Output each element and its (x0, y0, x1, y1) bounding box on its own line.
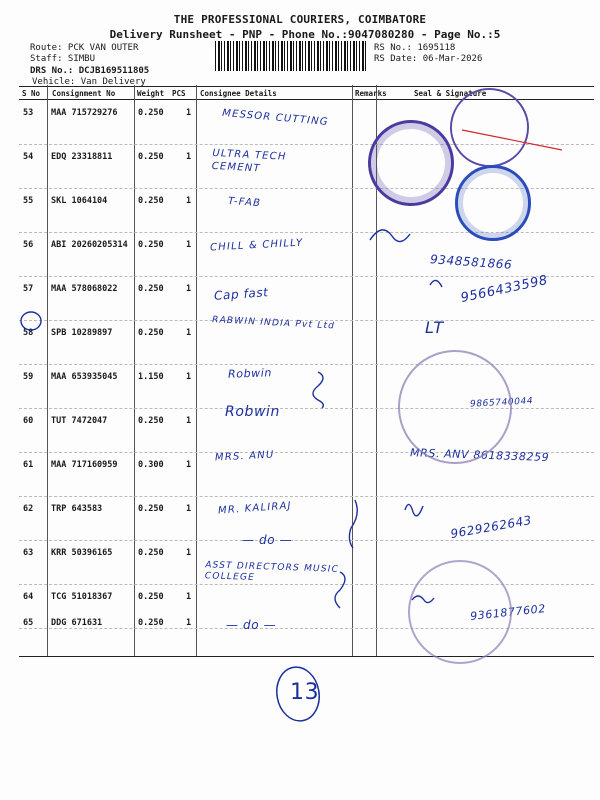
vehicle-label: Vehicle: Van Delivery (32, 77, 146, 87)
row-pcs: 1 (186, 328, 192, 338)
column-header-pcs: PCS (172, 89, 186, 98)
signature-phone: MRS. ANV 8618338259 (409, 446, 550, 465)
row-pcs: 1 (186, 618, 192, 628)
row-consignment: MAA 653935045 (51, 372, 118, 382)
row-weight: 0.250 (138, 548, 164, 558)
handwriting-consignee: MRS. ANU (214, 449, 275, 464)
handwriting-consignee: — do — (242, 533, 293, 547)
column-header-remarks: Remarks (355, 89, 387, 98)
row-weight: 0.250 (138, 592, 164, 602)
row-pcs: 1 (186, 460, 192, 470)
row-sno: 54 (23, 152, 34, 162)
column-header-consignee: Consignee Details (200, 89, 277, 98)
handwriting-consignee: ASST DIRECTORS MUSIC COLLEGE (204, 560, 340, 583)
row-sno: 60 (23, 416, 34, 426)
signature-phone: 9348581866 (429, 252, 513, 272)
row-sno: 63 (23, 548, 34, 558)
row-pcs: 1 (186, 240, 192, 250)
row-sno: 58 (23, 328, 34, 338)
row-weight: 1.150 (138, 372, 164, 382)
route-label: Route: PCK VAN OUTER (30, 43, 139, 53)
document-subtitle: Delivery Runsheet - PNP - Phone No.:9047080280 - Page No.:5 (109, 28, 501, 41)
rs-number: RS No.: 1695118 (374, 43, 456, 53)
handwriting-consignee: T-FAB (227, 195, 262, 210)
handwriting-consignee: Robwin (225, 404, 280, 420)
handwriting-consignee: CHILL & CHILLY (209, 237, 304, 254)
row-sno: 61 (23, 460, 34, 470)
signature-mark: LT (425, 318, 444, 337)
row-weight: 0.250 (138, 416, 164, 426)
drs-number: DRS No.: DCJB169511805 (30, 66, 150, 76)
signature-phone: 9865740044 (469, 396, 534, 410)
row-sno: 53 (23, 108, 34, 118)
row-weight: 0.250 (138, 240, 164, 250)
row-consignment: MAA 717160959 (51, 460, 118, 470)
row-consignment: TRP 643583 (51, 504, 103, 514)
signature-scribble (370, 230, 410, 242)
bracket-mark (349, 500, 357, 548)
row-sno: 57 (23, 284, 34, 294)
row-pcs: 1 (186, 108, 192, 118)
column-header-sno: S No (22, 89, 41, 98)
circled-total-number: 13 (290, 680, 320, 705)
row-pcs: 1 (186, 504, 192, 514)
signature-scribble (405, 504, 423, 515)
rs-date: RS Date: 06-Mar-2026 (374, 54, 483, 64)
column-header-consignment: Consignment No (52, 89, 116, 98)
row-sno: 62 (23, 504, 34, 514)
row-pcs: 1 (186, 548, 192, 558)
signature-phone: 9566433598 (459, 272, 550, 307)
row-pcs: 1 (186, 196, 192, 206)
column-header-seal-signature: Seal & Signature (414, 89, 487, 98)
document-title: THE PROFESSIONAL COURIERS, COIMBATORE (173, 13, 427, 26)
row-weight: 0.250 (138, 504, 164, 514)
row-consignment: EDQ 23318811 (51, 152, 113, 162)
row-sno: 65 (23, 618, 34, 628)
row-consignment: DDG 671631 (51, 618, 103, 628)
bracket-mark (313, 372, 323, 408)
row-consignment: SKL 1064104 (51, 196, 108, 206)
row-sno: 59 (23, 372, 34, 382)
signature-scribble (412, 596, 434, 603)
staff-label: Staff: SIMBU (30, 54, 96, 64)
row-pcs: 1 (186, 284, 192, 294)
handwriting-consignee: MESSOR CUTTING (221, 107, 330, 129)
row-consignment: TUT 7472047 (51, 416, 108, 426)
circled-row-mark (21, 312, 41, 330)
handwriting-consignee: ULTRA TECH CEMENT (211, 147, 287, 175)
column-header-weight: Weight (137, 89, 165, 98)
row-pcs: 1 (186, 152, 192, 162)
row-weight: 0.300 (138, 460, 164, 470)
row-pcs: 1 (186, 372, 192, 382)
row-weight: 0.250 (138, 108, 164, 118)
signature-phone: 9361877602 (469, 602, 547, 623)
row-consignment: MAA 578068022 (51, 284, 118, 294)
handwriting-consignee: MR. KALIRAJ (217, 500, 293, 517)
row-consignment: MAA 715729276 (51, 108, 118, 118)
handwriting-consignee: RABWIN INDIA Pvt Ltd (211, 315, 336, 332)
row-sno: 64 (23, 592, 34, 602)
row-weight: 0.250 (138, 328, 164, 338)
row-pcs: 1 (186, 416, 192, 426)
row-sno: 56 (23, 240, 34, 250)
signature-scribble (430, 280, 442, 287)
handwriting-consignee: Cap fast (213, 285, 269, 303)
row-consignment: KRR 50396165 (51, 548, 113, 558)
row-pcs: 1 (186, 592, 192, 602)
bracket-mark (335, 572, 345, 608)
row-consignment: SPB 10289897 (51, 328, 113, 338)
row-weight: 0.250 (138, 152, 164, 162)
row-consignment: TCG 51018367 (51, 592, 113, 602)
row-sno: 55 (23, 196, 34, 206)
row-weight: 0.250 (138, 196, 164, 206)
handwriting-consignee: — do — (226, 618, 277, 632)
signature-phone: 9629262643 (449, 512, 533, 542)
row-weight: 0.250 (138, 284, 164, 294)
handwriting-consignee: Robwin (227, 366, 273, 381)
row-weight: 0.250 (138, 618, 164, 628)
red-pen-line (462, 130, 562, 150)
row-consignment: ABI 20260205314 (51, 240, 128, 250)
